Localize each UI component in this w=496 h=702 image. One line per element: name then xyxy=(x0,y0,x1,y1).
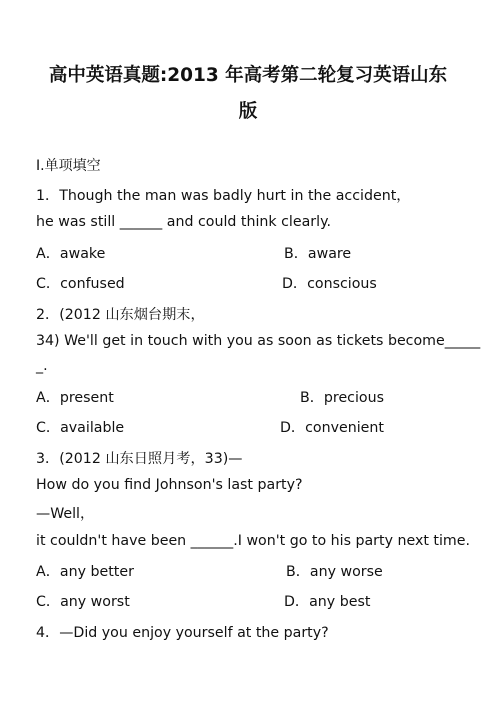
question-2-stem-line-2: 34) We'll get in touch with you as soon as tickets become_____ xyxy=(36,333,481,349)
question-1-option-c: C．confused xyxy=(36,276,125,292)
question-2-option-d: D．convenient xyxy=(280,420,384,436)
question-3-stem-line-4: it couldn't have been ______.I won't go to his party next time. xyxy=(36,533,470,549)
question-1-option-d: D．conscious xyxy=(282,276,377,292)
question-1-option-a: A．awake xyxy=(36,246,106,262)
question-1-stem-line-1: 1．Though the man was badly hurt in the accident， xyxy=(36,188,411,204)
question-3-option-a: A．any better xyxy=(36,564,134,580)
question-2-option-b: B．precious xyxy=(300,390,384,406)
question-3-stem-line-2: How do you find Johnson's last party? xyxy=(36,477,303,493)
section-heading: I.单项填空 xyxy=(36,158,101,174)
document-title-continued: 版 xyxy=(238,101,258,122)
question-3-option-c: C．any worst xyxy=(36,594,130,610)
question-2-option-c: C．available xyxy=(36,420,125,436)
question-1-option-b: B．aware xyxy=(284,246,352,262)
question-4-stem-line-1: 4．—Did you enjoy yourself at the party? xyxy=(36,625,329,641)
question-3-option-d: D．any best xyxy=(284,594,371,610)
question-2-stem-line-3: _. xyxy=(36,358,48,374)
document-title: 高中英语真题:2013 年高考第二轮复习英语山东 xyxy=(48,65,448,86)
question-2-stem-line-1: 2．(2012 山东烟台期末， xyxy=(36,307,205,323)
question-1-stem-line-2: he was still ______ and could think clearly. xyxy=(36,214,331,230)
question-3-stem-line-1: 3．(2012 山东日照月考，33)— xyxy=(36,451,243,467)
question-3-stem-line-3: —Well， xyxy=(36,506,95,522)
question-2-option-a: A．present xyxy=(36,390,114,406)
question-3-option-b: B．any worse xyxy=(286,564,383,580)
